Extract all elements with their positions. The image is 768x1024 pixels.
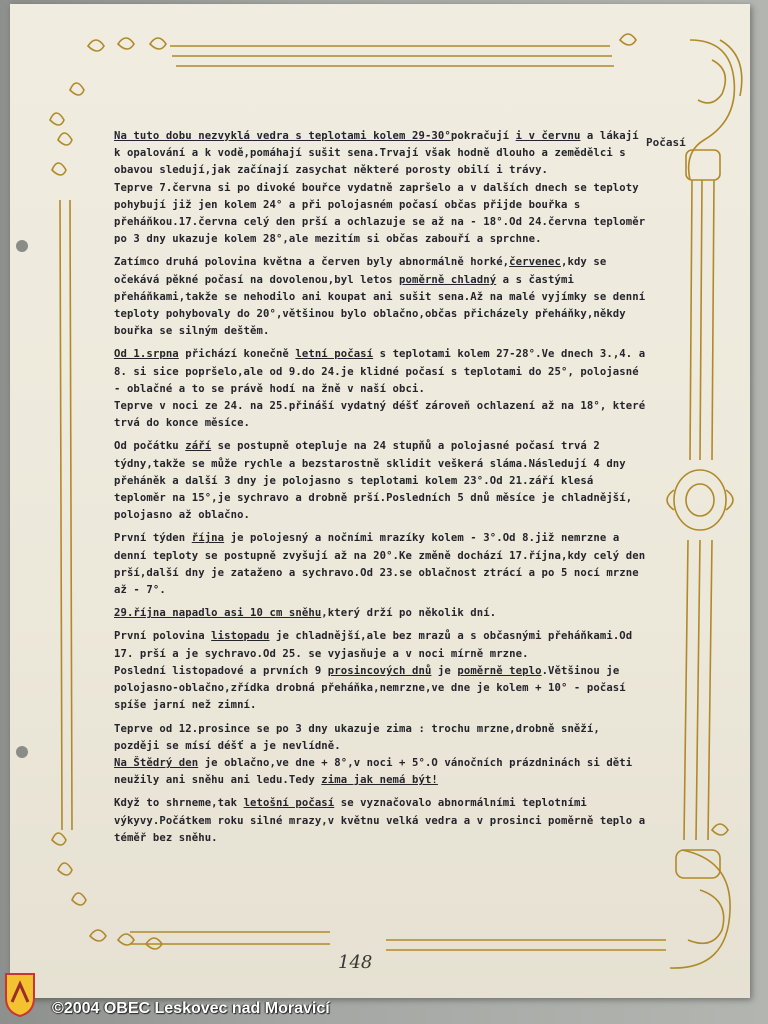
underlined-text: letní počasí (295, 348, 374, 361)
text-run: přichází konečně (178, 348, 296, 361)
underlined-text: Od 1.srpna (114, 348, 179, 361)
paragraph (114, 438, 650, 524)
underlined-text: červenec (509, 256, 561, 269)
text-run: s teplotami kolem 27-28°.Ve dnech 3.,4. a 8. si sice popršelo,ale od 9.do 24.je klidné počasí s teplotami do 25°, polojasné - oblačné a to se právě hodí na žně v naší obci. (114, 348, 646, 395)
copyright-footer: ©2004 OBEC Leskovec nad Moravicí (52, 1000, 330, 1017)
typewritten-text (114, 128, 650, 853)
underlined-text: poměrně teplo (457, 664, 542, 677)
text-run: a lákají k opalování a k vodě,pomáhají sušit sena.Trvají však hodně dlouho a zemědělci s obavou sledují,jak začínají zasychat některé porosty obilí i trávy. (114, 130, 639, 177)
paragraph (114, 254, 650, 340)
paragraph (114, 128, 650, 180)
text-run: ,kdy se očekává pěkné počasí na dovolenou,byl letos (114, 256, 607, 286)
page-number: 148 (338, 952, 373, 973)
text-run: je polojesný a nočními mrazíky kolem - 3°.Od 8.již nemrzne a denní teploty se postupně zvyšují až na 20°.Ke změně dochází 17.října,kdy celý den prší,další dny je zataženo a sychravo.Od 23.se oblačnost ztrácí a po 5 nocí mrzne až - 7°. (114, 532, 646, 597)
underlined-text: prosincových dnů (327, 664, 432, 677)
underlined-text: listopadu (211, 630, 270, 643)
paragraph (114, 663, 650, 715)
text-run: První polovina (114, 630, 212, 643)
underlined-text: zima jak nemá být! (321, 774, 438, 787)
text-run: je oblačno,ve dne + 8°,v noci + 5°.O vánočních prázdninách si děti neužily ani sněhu ani ledu.Tedy (114, 756, 633, 787)
text-run: ,který drží po několik dní. (321, 607, 497, 620)
text-run: .Většinou je polojasno-oblačno,zřídka drobná přeháňka,nemrzne,ve dne je kolem + 10° - počasí spíše jarní než zimní. (114, 664, 626, 712)
text-run: Teprve v noci ze 24. na 25.přináší vydatný déšť zároveň ochlazení až na 18°, které trvá do konce měsíce. (114, 400, 646, 430)
text-run: Teprve 7.června si po divoké bouřce vydatně zapršelo a v dalších dnech se teploty pohybují již jen kolem 24° a při polojasném počasí občas přijde bouřka s přeháňkou.17.června celý den prší a ochlazuje se až na - 18°.Od 24.června teploměr po 3 dny ukazuje kolem 28°,ale mezitím si občas zabouří a sprchne. (114, 181, 646, 246)
text-run: je (431, 664, 458, 677)
margin-note: Počasí (646, 136, 686, 149)
underlined-text: letošní počasí (243, 797, 335, 810)
paragraph (114, 721, 650, 755)
text-run: a s častými přeháňkami,takže se nehodilo ani koupat ani sušit sena.Až na malé vyjímky se denní teploty pohybovaly do 20°,většinou bylo oblačno,občas přicházely přeháňky,někdy bouřka se silným deštěm. (114, 273, 646, 338)
underlined-text: září (185, 440, 212, 453)
underlined-text: října (191, 532, 225, 545)
underlined-text: 29.října napadlo asi 10 cm sněhu (114, 607, 322, 620)
text-run: První týden (114, 532, 192, 545)
text-run: Poslední listopadové a prvních 9 (114, 664, 328, 677)
underlined-text: poměrně chladný (399, 273, 497, 286)
text-run: Od počátku (114, 440, 186, 453)
paragraph (114, 346, 650, 398)
underlined-text: Na Štědrý den (114, 756, 199, 769)
text-run: se postupně otepluje na 24 stupňů a polojasné počasí trvá 2 týdny,takže se může rychle a bezstarostně sklidit veškerá sláma.Následují 4 dny přeháněk a další 3 dny je polojasno s teplotami kolem 23°.Od 21.září klesá teploměr na 15°,je sychravo a drobně prší.Posledních 5 dnů měsíce je chladnější, polojasno až oblačno. (114, 440, 633, 522)
municipality-crest-logo (4, 972, 36, 1018)
paragraph (114, 530, 650, 599)
paragraph (114, 755, 650, 789)
text-run: Když to shrneme,tak (114, 797, 244, 810)
paragraph (114, 795, 650, 847)
underlined-text: Na tuto dobu nezvyklá vedra s teplotami kolem 29-30° (114, 130, 451, 142)
underlined-text: i v červnu (515, 130, 581, 142)
paragraph (114, 628, 650, 662)
text-run: se vyznačovalo abnormálními teplotními výkyvy.Počátkem roku silné mrazy,v květnu velká vedra a v prosinci poměrně teplo a téměř bez sněhu. (114, 797, 646, 844)
text-run: Teprve od 12.prosince se po 3 dny ukazuje zima : trochu mrzne,drobně sněží, později se mísí déšť a je nevlídně. (114, 722, 600, 752)
paragraph (114, 398, 650, 432)
paragraph (114, 605, 650, 622)
paragraph (114, 180, 650, 249)
text-run: pokračují (450, 130, 516, 142)
text-run: je chladnější,ale bez mrazů a s občasnými přeháňkami.Od 17. prší a je sychravo.Od 25. se vyjasňuje a v noci mírně mrzne. (114, 630, 633, 660)
text-run: Zatímco druhá polovina května a červen byly abnormálně horké, (114, 256, 510, 269)
